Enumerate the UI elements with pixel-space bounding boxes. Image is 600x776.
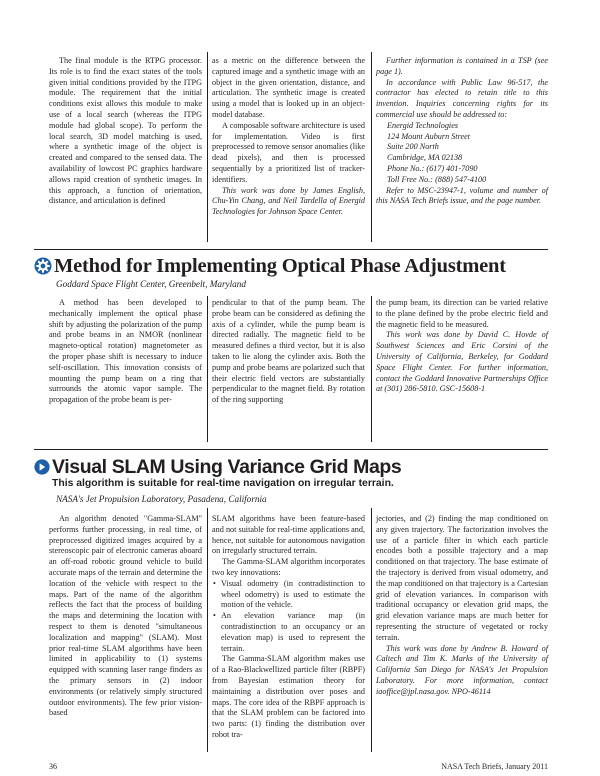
paragraph: the pump beam, its direction can be varied relative to the plane defined by the probe electric field and the magnetic field to be measured. [376, 298, 548, 329]
top-column-3 [376, 56, 548, 207]
innovation-list [212, 579, 365, 655]
address-line: Toll Free No.: (888) 547-4100 [387, 174, 487, 184]
paragraph: Further information is contained in a TSP (see page 1). [376, 56, 548, 76]
list-item: • An elevation variance map (in contradistinction to an occupancy or an elevation map) is used to represent the terrain. [221, 611, 365, 654]
column-divider [371, 296, 372, 442]
column-divider [207, 508, 208, 752]
column-divider [207, 296, 208, 442]
article-affiliation: Goddard Space Flight Center, Greenbelt, Maryland [56, 279, 246, 289]
article1-column-3 [376, 298, 548, 395]
paragraph: The Gamma-SLAM algorithm makes use of a Rao-Blackwellized particle filter (RBPF) from Bayesian estimation theory for maintaining a distribution over poses and maps. The core idea of the RBPF approach is that the SLAM problem can be factored into two parts: (1) finding the distribution over robot tra- [212, 654, 365, 739]
paragraph: pendicular to that of the pump beam. The probe beam can be considered as defining the axis of a cylinder, while the pump beam is directed radially. The magnetic field to be measured defines a third vector, but it is also taken to lie along the cylinder axis. Both the pump and probe beams are polarized such that their electric field vectors are substantially perpendicular to the magnet field. By rotation of the ring supporting [212, 298, 365, 405]
address-line: 124 Mount Auburn Street [387, 131, 471, 141]
column-divider [371, 52, 372, 242]
publication-info: NASA Tech Briefs, January 2011 [441, 762, 548, 771]
column-divider [371, 508, 372, 752]
article-title: Method for Implementing Optical Phase Adjustment [54, 255, 506, 277]
article1-column-2 [212, 298, 365, 406]
article-affiliation: NASA's Jet Propulsion Laboratory, Pasadena, California [56, 494, 267, 504]
paragraph: In accordance with Public Law 96-517, the contractor has elected to retain title to this invention. Inquiries concerning rights for its commercial use should be addressed to: [376, 77, 548, 119]
article2-column-2 [212, 514, 365, 741]
section-rule [34, 249, 548, 250]
column-divider [207, 52, 208, 242]
paragraph: A method has been developed to mechanically implement the optical phase shift by adjusting the polarization of the pump and probe beams in an NMOR (nonlinear magneto-optical rotation) magnetometer as the proper phase shift is necessary to induce self-oscillation. This innovation consists of mounting the pump beam on a ring that surrounds the atomic vapor sample. The propagation of the probe beam is per- [49, 298, 202, 405]
page-number: 36 [49, 762, 57, 771]
address-line: Cambridge, MA 02138 [387, 153, 463, 163]
paragraph: jectories, and (2) finding the map conditioned on any given trajectory. The factorization involves the use of a particle filter in which each particle encodes both a possible trajectory and a map conditioned on that trajectory. The base estimate of the trajectory is derived from visual odometry, and the map conditioned on that trajectory is a Cartesian grid of elevation variances. In comparison with traditional occupancy or elevation grid maps, the grid elevation variance maps are much better for representing the structure of vegetated or rocky terrain. [376, 514, 548, 642]
article-subtitle: This algorithm is suitable for real-time navigation on irregular terrain. [52, 478, 394, 489]
address-line: Phone No.: (617) 401-7090 [387, 163, 478, 173]
article2-column-3 [376, 514, 548, 698]
reference-paragraph: Refer to MSC-23947-1, volume and number of this NASA Tech Briefs issue, and the page number. [376, 185, 548, 206]
info-icon [34, 459, 50, 475]
paragraph: SLAM algorithms have been feature-based and not suitable for real-time applications and, hence, not suitable for autonomous navigation on irregularly structured terrain. [212, 514, 365, 556]
paragraph: A composable software architecture is used for implementation. Video is first preprocessed to remove sensor anomalies (like dead pixels), and then is processed sequentially by a prioritized list of tracker-identifiers. [212, 120, 366, 184]
article-title: Visual SLAM Using Variance Grid Maps [52, 456, 402, 478]
top-column-2 [212, 56, 365, 218]
article1-column-1 [49, 298, 202, 406]
contact-address [376, 121, 548, 186]
article2-column-1 [49, 514, 202, 719]
paragraph: The final module is the RTPG processor. Its role is to find the exact states of the tools given initial conditions provided by the ITPG module. The requirement that the initial conditions exist allows this module to make use of a local search (whereas the ITPG module had global scope). To perform the local search, 3D model matching is used, where a synthetic image of the object is created and compared to the sensed data. The availability of lowcost PC graphics hardware allows rapid creation of synthetic images. In this approach, a function of orientation, distance, and articulation is defined [49, 56, 202, 206]
credit-paragraph: This work was done by James English, Chu-Yin Chang, and Neil Tardella of Energid Technologies for Johnson Space Center. [212, 185, 365, 217]
paragraph: as a metric on the difference between the captured image and a synthetic image with an object in the given orientation, distance, and articulation. The synthetic image is created using a model that is looked up in an object-model database. [212, 56, 365, 119]
address-line: Suite 200 North [387, 142, 439, 152]
top-column-1 [49, 56, 202, 207]
section-rule [34, 449, 548, 450]
gear-icon [34, 257, 52, 275]
paragraph: The Gamma-SLAM algorithm incorporates two key innovations: [212, 557, 365, 577]
list-item: • Visual odometry (in contradistinction to wheel odometry) is used to estimate the motion of the vehicle. [221, 579, 365, 611]
credit-paragraph: This work was done by Andrew B. Howard of Caltech and Tim K. Marks of the University of California San Diego for NASA's Jet Propulsion Laboratory. For more information, contact iaoffice@jpl.nasa.gov. NPO-46114 [376, 643, 548, 696]
credit-paragraph: This work was done by David C. Hovde of Southwest Sciences and Eric Corsini of the University of California, Berkeley, for Goddard Space Flight Center. For further information, contact the Goddard Innovative Partnerships Office at (301) 286-5810. GSC-15608-1 [376, 330, 548, 394]
paragraph: An algorithm denoted "Gamma-SLAM" performs further processing, in real time, of preprocessed digitized images acquired by a stereoscopic pair of electronic cameras aboard an off-road robotic ground vehicle to build accurate maps of the terrain and determine the location of the vehicle with respect to the maps. Part of the name of the algorithm reflects the fact that the process of building the maps and determining the location with respect to them is denoted "simultaneous localization and mapping" (SLAM). Most prior real-time SLAM algorithms have been limited in applicability to (1) systems equipped with scanning laser range finders as the primary sensors in (2) indoor environments (or relatively simply structured outdoor environments). The few prior vision-based [49, 514, 202, 718]
address-line: Energid Technologies [387, 120, 459, 130]
